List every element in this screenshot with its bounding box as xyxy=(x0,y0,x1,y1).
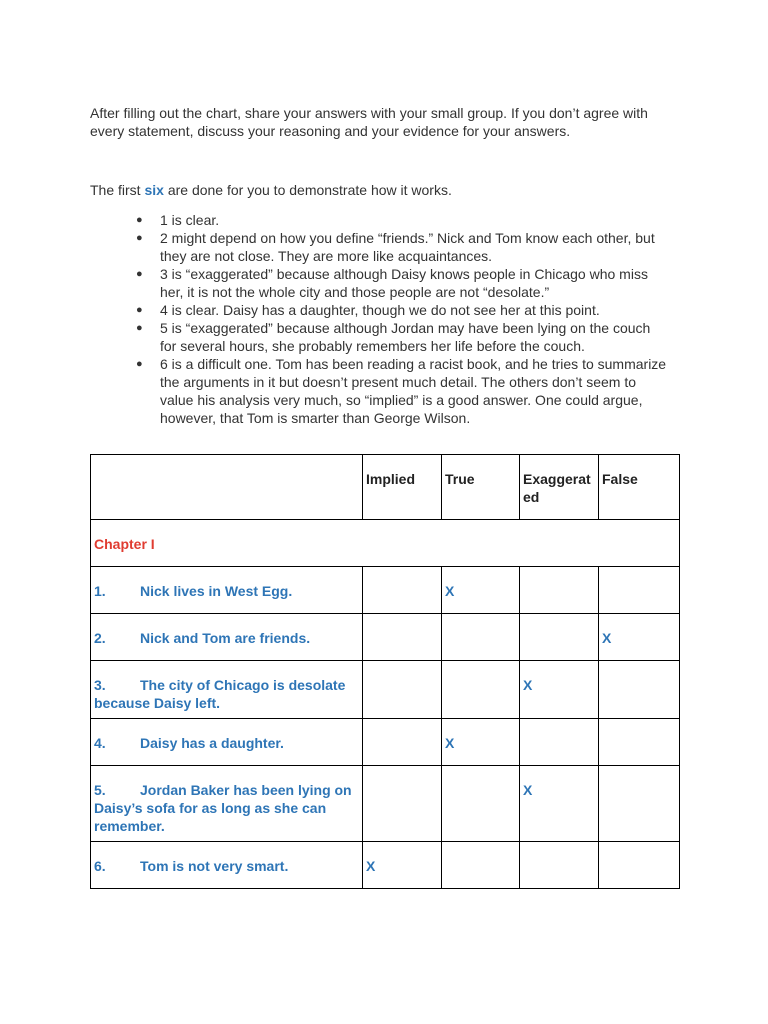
header-cell-implied: Implied xyxy=(363,455,442,520)
implied-cell xyxy=(363,766,442,842)
chapter-row xyxy=(91,520,680,567)
demo-prefix: The first xyxy=(90,182,145,198)
list-item-text: 1 is clear. xyxy=(160,212,220,228)
false-cell xyxy=(599,567,680,614)
header-cell-false: False xyxy=(599,455,680,520)
statement-number: 2. xyxy=(94,630,106,646)
table-row xyxy=(91,567,680,614)
statement-number: 1. xyxy=(94,583,106,599)
list-item xyxy=(90,355,670,427)
implied-cell xyxy=(363,719,442,766)
list-item-text: 5 is “exaggerated” because although Jordan may have been lying on the couch for several hours, she probably remembers her life before the couch. xyxy=(160,320,651,354)
statement-text: Nick lives in West Egg. xyxy=(140,583,293,599)
exaggerated-cell: X xyxy=(520,766,599,842)
list-item xyxy=(90,265,670,301)
chapter-heading: Chapter I xyxy=(91,520,680,567)
header-cell-statement xyxy=(91,455,363,520)
table-row xyxy=(91,614,680,661)
false-cell xyxy=(599,842,680,889)
statement-cell xyxy=(91,567,363,614)
statement-number: 4. xyxy=(94,735,106,751)
list-item-text: 3 is “exaggerated” because although Daisy knows people in Chicago who miss her, it is not the whole city and those people are not “desolate.” xyxy=(160,266,648,300)
statement-text: Jordan Baker has been lying on Daisy’s sofa for as long as she can remember. xyxy=(94,782,352,834)
statement-text: Nick and Tom are friends. xyxy=(140,630,311,646)
list-item xyxy=(90,211,670,229)
statement-text: Daisy has a daughter. xyxy=(140,735,284,751)
header-cell-true: True xyxy=(442,455,520,520)
implied-cell xyxy=(363,661,442,719)
list-item-text: 2 might depend on how you define “friends.” Nick and Tom know each other, but they are not close. They are more like acquaintances. xyxy=(160,230,655,264)
statement-cell xyxy=(91,719,363,766)
statement-cell xyxy=(91,614,363,661)
false-cell xyxy=(599,719,680,766)
list-item xyxy=(90,301,670,319)
true-cell: X xyxy=(442,567,520,614)
demo-paragraph xyxy=(90,181,680,199)
table-header-row xyxy=(91,455,680,520)
implied-cell xyxy=(363,567,442,614)
demo-suffix: are done for you to demonstrate how it works. xyxy=(163,182,452,198)
list-item xyxy=(90,319,670,355)
bullet-icon: ● xyxy=(136,214,143,226)
statement-cell xyxy=(91,842,363,889)
bullet-icon: ● xyxy=(136,232,143,244)
true-cell xyxy=(442,842,520,889)
exaggerated-cell xyxy=(520,842,599,889)
exaggerated-cell: X xyxy=(520,661,599,719)
false-cell xyxy=(599,766,680,842)
exaggerated-cell xyxy=(520,614,599,661)
true-cell: X xyxy=(442,719,520,766)
bullet-icon: ● xyxy=(136,322,143,334)
false-cell: X xyxy=(599,614,680,661)
bullet-icon: ● xyxy=(136,268,143,280)
exaggerated-cell xyxy=(520,567,599,614)
table-row xyxy=(91,766,680,842)
exaggerated-cell xyxy=(520,719,599,766)
statement-number: 3. xyxy=(94,677,106,693)
list-item xyxy=(90,229,670,265)
implied-cell xyxy=(363,614,442,661)
table-row xyxy=(91,842,680,889)
instructions-paragraph: After filling out the chart, share your answers with your small group. If you don’t agree with every statement, discuss your reasoning and your evidence for your answers. xyxy=(90,105,648,139)
true-cell xyxy=(442,766,520,842)
statement-cell xyxy=(91,661,363,719)
implied-cell: X xyxy=(363,842,442,889)
statement-number: 5. xyxy=(94,782,106,798)
table-row xyxy=(91,719,680,766)
table-row xyxy=(91,661,680,719)
explanation-list xyxy=(90,211,670,427)
statement-text: The city of Chicago is desolate because Daisy left. xyxy=(94,677,346,711)
list-item-text: 4 is clear. Daisy has a daughter, though we do not see her at this point. xyxy=(160,302,600,318)
statement-cell xyxy=(91,766,363,842)
bullet-icon: ● xyxy=(136,304,143,316)
true-cell xyxy=(442,661,520,719)
demo-highlight: six xyxy=(144,182,164,198)
list-item-text: 6 is a difficult one. Tom has been reading a racist book, and he tries to summarize the arguments in it but doesn’t present much detail. The others don’t seem to value his analysis very much, so “implied” is a good answer. One could argue, however, that Tom is smarter than George Wilson. xyxy=(160,356,667,426)
bullet-icon: ● xyxy=(136,358,143,370)
header-cell-exaggerated: Exaggerat ed xyxy=(520,455,599,520)
statement-text: Tom is not very smart. xyxy=(140,858,289,874)
false-cell xyxy=(599,661,680,719)
answer-chart xyxy=(90,454,680,889)
statement-number: 6. xyxy=(94,858,106,874)
true-cell xyxy=(442,614,520,661)
